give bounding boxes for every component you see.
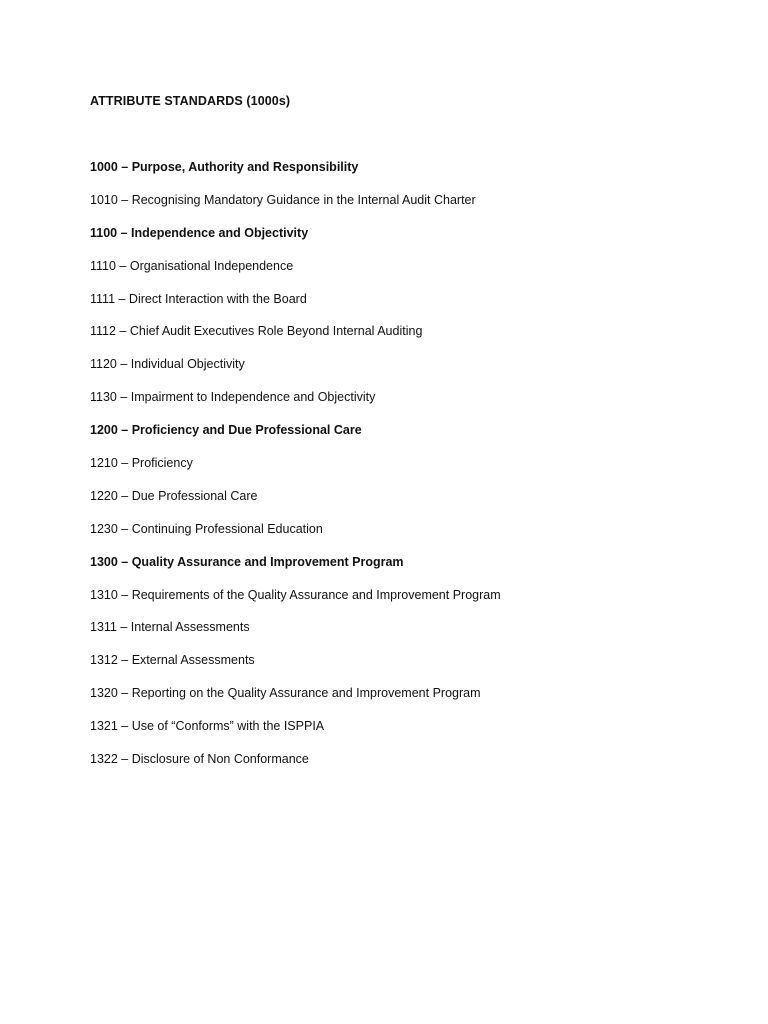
standard-entry: 1000 – Purpose, Authority and Responsibility	[90, 160, 359, 174]
standard-entry: 1322 – Disclosure of Non Conformance	[90, 752, 309, 767]
standard-entry: 1220 – Due Professional Care	[90, 488, 258, 503]
standard-entry: 1130 – Impairment to Independence and Objectivity	[90, 390, 376, 405]
standard-entry: 1210 – Proficiency	[90, 456, 193, 471]
standard-entry: 1010 – Recognising Mandatory Guidance in the Internal Audit Charter	[90, 192, 476, 207]
standard-entry: 1100 – Independence and Objectivity	[90, 225, 309, 240]
standard-entry: 1120 – Individual Objectivity	[90, 357, 245, 372]
standard-entry: 1320 – Reporting on the Quality Assurance and Improvement Program	[90, 686, 481, 701]
standard-entry: 1110 – Organisational Independence	[90, 258, 294, 273]
standard-entry: 1311 – Internal Assessments	[90, 620, 250, 635]
standard-entry: 1112 – Chief Audit Executives Role Beyond Internal Auditing	[90, 324, 423, 339]
standard-entry: 1310 – Requirements of the Quality Assurance and Improvement Program	[90, 587, 501, 602]
standard-entry: 1230 – Continuing Professional Education	[90, 521, 323, 536]
document-heading: ATTRIBUTE STANDARDS (1000s)	[90, 94, 291, 108]
standards-list	[90, 158, 501, 783]
standard-entry: 1200 – Proficiency and Due Professional Care	[90, 423, 362, 438]
standard-entry: 1300 – Quality Assurance and Improvement Program	[90, 554, 404, 569]
standard-entry: 1111 – Direct Interaction with the Board	[90, 291, 307, 306]
standard-entry: 1321 – Use of “Conforms” with the ISPPIA	[90, 719, 325, 734]
standard-entry: 1312 – External Assessments	[90, 653, 255, 668]
